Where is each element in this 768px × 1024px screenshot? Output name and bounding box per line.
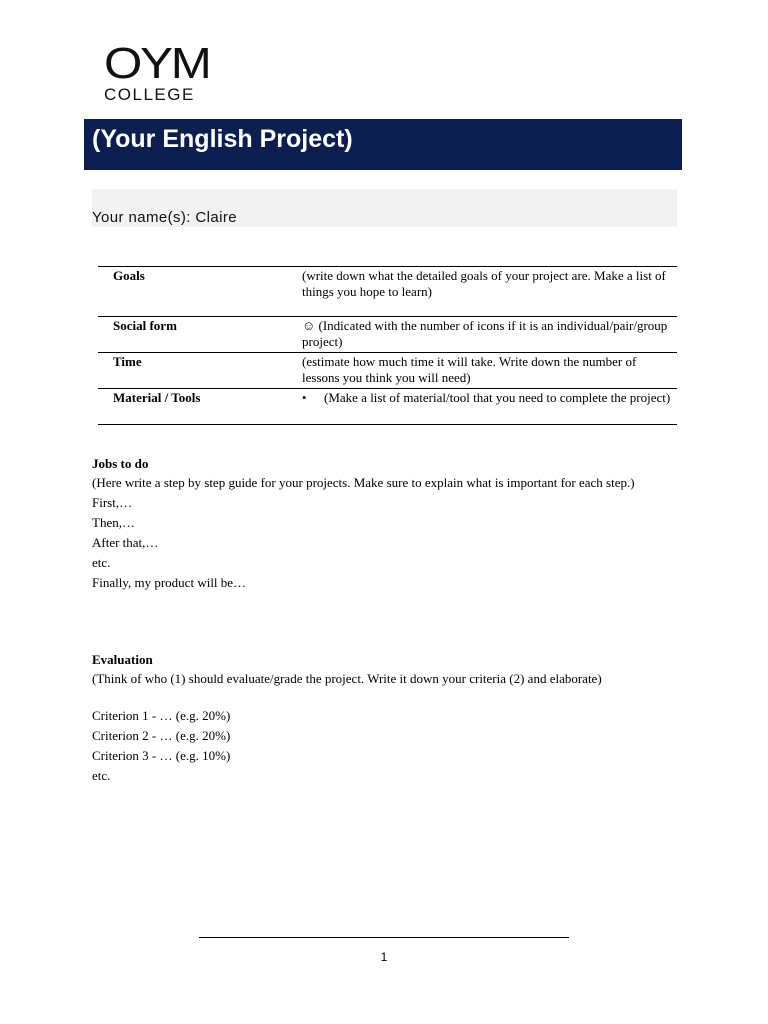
time-label: Time: [113, 354, 142, 369]
college-logo: [104, 39, 216, 104]
material-tools-bullet-item: [302, 390, 677, 406]
time-value: (estimate how much time it will take. Write down the number of lessons you think you will need): [302, 354, 637, 385]
material-tools-label: Material / Tools: [113, 390, 201, 405]
logo-subtitle: COLLEGE: [104, 85, 195, 104]
table-row-time: [98, 353, 677, 389]
goals-value: (write down what the detailed goals of your project are. Make a list of things you hope to learn): [302, 268, 666, 299]
jobs-heading: Jobs to do: [92, 456, 149, 471]
table-row-social-form: [98, 317, 677, 353]
goals-label: Goals: [113, 268, 145, 283]
jobs-line: After that,…: [92, 535, 159, 550]
criterion-line: Criterion 1 - … (e.g. 20%): [92, 708, 231, 723]
jobs-line: First,…: [92, 495, 133, 510]
page-number: 1: [380, 950, 388, 964]
jobs-intro: (Here write a step by step guide for your projects. Make sure to explain what is important for each step.): [92, 475, 635, 490]
title-banner: [84, 119, 682, 170]
criterion-line: etc.: [92, 768, 111, 783]
jobs-line: etc.: [92, 555, 111, 570]
social-form-label: Social form: [113, 318, 177, 333]
logo-wordmark: OYM: [104, 39, 210, 88]
evaluation-heading: Evaluation: [92, 652, 153, 667]
name-field-bar: [92, 189, 677, 227]
criterion-line: Criterion 2 - … (e.g. 20%): [92, 728, 231, 743]
jobs-line: Then,…: [92, 515, 135, 530]
table-row-material-tools: [98, 389, 677, 425]
jobs-line: Finally, my product will be…: [92, 575, 247, 590]
page-title: (Your English Project): [92, 125, 353, 153]
footer-divider: [199, 937, 569, 938]
material-tools-cell: [302, 389, 677, 425]
criterion-line: Criterion 3 - … (e.g. 10%): [92, 748, 231, 763]
social-form-value: ☺ (Indicated with the number of icons if it is an individual/pair/group project): [302, 318, 668, 349]
bullet-icon: •: [302, 390, 307, 405]
jobs-section: [92, 455, 672, 594]
project-info-table: [98, 266, 677, 425]
evaluation-section: [92, 651, 672, 787]
table-row-goals: [98, 267, 677, 317]
name-line: Your name(s): Claire: [92, 209, 237, 226]
material-tools-value: (Make a list of material/tool that you need to complete the project): [324, 390, 671, 405]
evaluation-intro: (Think of who (1) should evaluate/grade the project. Write it down your criteria (2) and elaborate): [92, 671, 602, 686]
